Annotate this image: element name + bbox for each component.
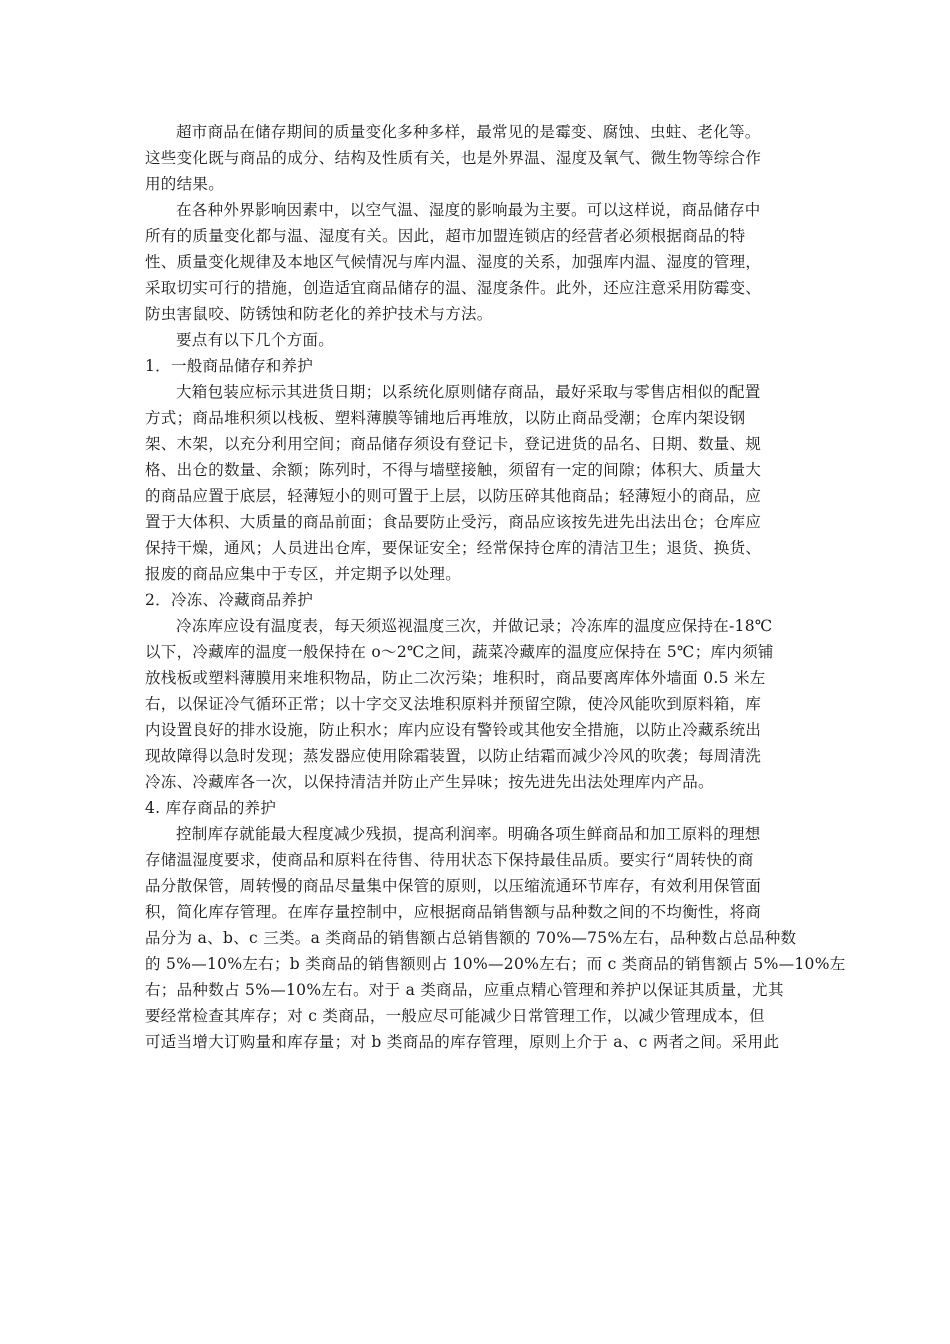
paragraph-line: 性、质量变化规律及本地区气候情况与库内温、湿度的关系，加强库内温、湿度的管理， xyxy=(145,253,762,271)
paragraph-line: 架、木架，以充分利用空间；商品储存须设有登记卡，登记进货的品名、日期、数量、规 xyxy=(145,435,762,453)
paragraph-line: 超市商品在储存期间的质量变化多种多样，最常见的是霉变、腐蚀、虫蛀、老化等。 xyxy=(176,123,761,141)
paragraph-line: 要点有以下几个方面。 xyxy=(176,331,335,349)
paragraph-line: 在各种外界影响因素中，以空气温、湿度的影响最为主要。可以这样说，商品储存中 xyxy=(176,201,761,219)
paragraph-line: 右；品种数占 5%—10%左右。对于 a 类商品，应重点精心管理和养护以保证其质量，尤其 xyxy=(145,981,784,999)
paragraph-line: 所有的质量变化都与温、湿度有关。因此，超市加盟连锁店的经营者必须根据商品的特 xyxy=(145,227,746,245)
paragraph-line: 品分散保管，周转慢的商品尽量集中保管的原则，以压缩流通环节库存，有效利用保管面 xyxy=(145,877,762,895)
paragraph-line: 防虫害鼠咬、防锈蚀和防老化的养护技术与方法。 xyxy=(145,305,493,323)
paragraph-line: 控制库存就能最大程度减少残损，提高利润率。明确各项生鲜商品和加工原料的理想 xyxy=(176,825,761,843)
paragraph-line: 的商品应置于底层，轻薄短小的则可置于上层，以防压碎其他商品；轻薄短小的商品，应 xyxy=(145,487,762,505)
paragraph-line: 大箱包装应标示其进货日期；以系统化原则储存商品，最好采取与零售店相似的配置 xyxy=(176,383,761,401)
paragraph-line: 积，简化库存管理。在库存量控制中，应根据商品销售额与品种数之间的不均衡性，将商 xyxy=(145,903,762,921)
paragraph-line: 存储温湿度要求，使商品和原料在待售、待用状态下保持最佳品质。要实行“周转快的商 xyxy=(145,851,754,869)
paragraph-line: 用的结果。 xyxy=(145,175,225,193)
section-heading: 4. 库存商品的养护 xyxy=(145,799,277,817)
paragraph-line: 以下，冷藏库的温度一般保持在 o～2℃之间，蔬菜冷藏库的温度应保持在 5℃；库内须铺 xyxy=(145,643,774,661)
paragraph-line: 现故障得以急时发现；蒸发器应使用除霜装置，以防止结霜而减少冷风的吹袭；每周清洗 xyxy=(145,747,762,765)
document-body xyxy=(145,119,846,1055)
paragraph-line: 可适当增大订购量和库存量；对 b 类商品的库存管理，原则上介于 a、c 两者之间。采用此 xyxy=(145,1033,780,1051)
section-heading: 1．一般商品储存和养护 xyxy=(145,357,314,375)
paragraph-line: 报废的商品应集中于专区，并定期予以处理。 xyxy=(145,565,462,583)
paragraph-line: 的 5%—10%左右；b 类商品的销售额则占 10%—20%左右；而 c 类商品的销售额占 5%—10%左 xyxy=(145,955,846,973)
paragraph-line: 冷冻库应设有温度表，每天须巡视温度三次，并做记录；冷冻库的温度应保持在-18℃ xyxy=(176,617,773,635)
paragraph-line: 要经常检查其库存；对 c 类商品，一般应尽可能减少日常管理工作，以减少管理成本，但 xyxy=(145,1007,765,1025)
paragraph-line: 右，以保证冷气循环正常；以十字交叉法堆积原料并预留空隙，使冷风能吹到原料箱，库 xyxy=(145,695,762,713)
paragraph-line: 置于大体积、大质量的商品前面；食品要防止受污，商品应该按先进先出法出仓；仓库应 xyxy=(145,513,762,531)
paragraph-line: 保持干燥，通风；人员进出仓库，要保证安全；经常保持仓库的清洁卫生；退货、换货、 xyxy=(145,539,762,557)
section-heading: 2．冷冻、冷藏商品养护 xyxy=(145,591,314,609)
paragraph-line: 采取切实可行的措施，创造适宜商品储存的温、湿度条件。此外，还应注意采用防霉变、 xyxy=(145,279,762,297)
paragraph-line: 放栈板或塑料薄膜用来堆积物品，防止二次污染；堆积时，商品要离库体外墙面 0.5 米左 xyxy=(145,669,766,687)
paragraph-line: 冷冻、冷藏库各一次，以保持清洁并防止产生异味；按先进先出法处理库内产品。 xyxy=(145,773,714,791)
paragraph-line: 方式；商品堆积须以栈板、塑料薄膜等铺地后再堆放，以防止商品受潮；仓库内架设钢 xyxy=(145,409,746,427)
paragraph-line: 内设置良好的排水设施，防止积水；库内应设有警铃或其他安全措施，以防止冷藏系统出 xyxy=(145,721,762,739)
paragraph-line: 格、出仓的数量、余额；陈列时，不得与墙壁接触，须留有一定的间隙；体积大、质量大 xyxy=(145,461,762,479)
paragraph-line: 这些变化既与商品的成分、结构及性质有关，也是外界温、湿度及氧气、微生物等综合作 xyxy=(145,149,762,167)
paragraph-line: 品分为 a、b、c 三类。a 类商品的销售额占总销售额的 70%—75%左右，品种数占总品种数 xyxy=(145,929,797,947)
